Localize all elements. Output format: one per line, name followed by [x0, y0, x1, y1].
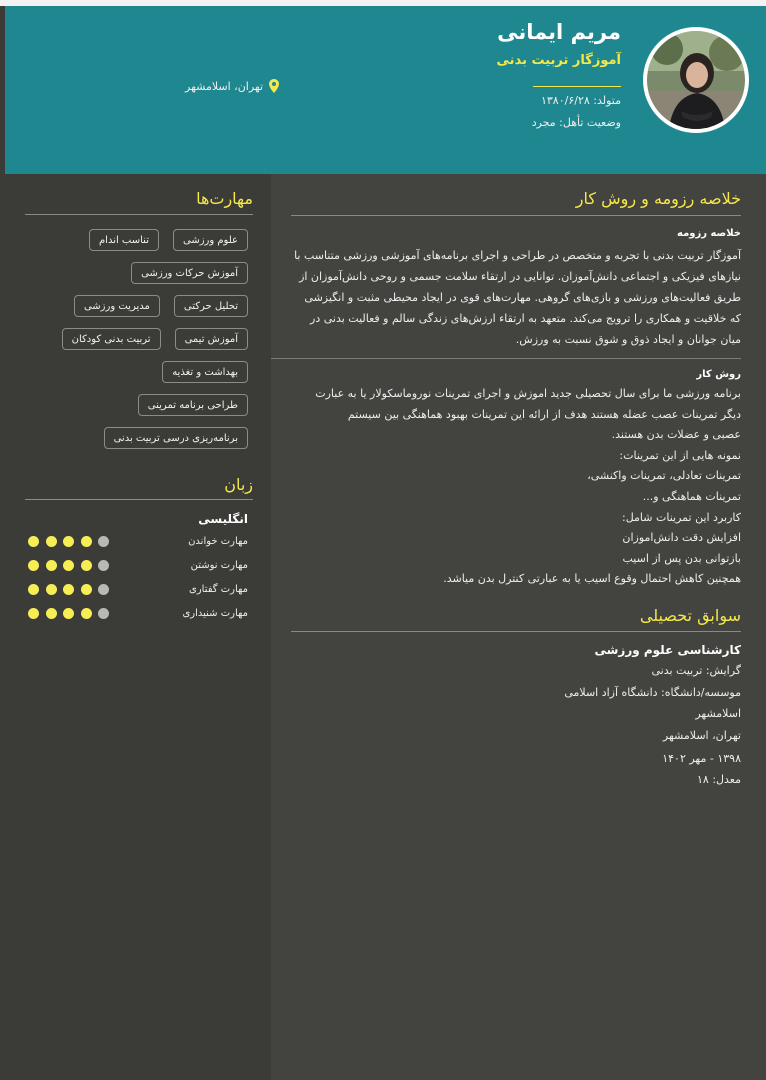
method-line: تمرینات هماهنگی و... — [642, 489, 741, 503]
skills-list — [48, 229, 248, 460]
rating-dot-filled — [28, 584, 39, 595]
skill-chip: برنامه‌ریزی درسی تربیت بدنی — [104, 427, 248, 449]
skill-chip: آموزش حرکات ورزشی — [131, 262, 248, 284]
language-skill-rating — [28, 536, 109, 547]
job-title: آموزگار تربیت بدنی — [496, 53, 621, 68]
education-gpa: معدل: ۱۸ — [697, 773, 741, 786]
method-line: همچنین کاهش احتمال وقوع اسیب یا به عبارتی کنترل بدن میاشد. — [443, 572, 741, 586]
rating-dot-filled — [63, 584, 74, 595]
education-section-rule — [291, 631, 741, 632]
rating-dot-empty — [98, 560, 109, 571]
method-lines — [293, 384, 741, 590]
profile-photo-avatar — [647, 31, 745, 129]
method-line: عصبی و عضلات بدن هستند. — [611, 428, 741, 442]
skill-row — [104, 427, 248, 449]
language-skill-rating — [28, 608, 109, 619]
method-line: تمرینات تعادلی، تمرینات واکنشی، — [587, 469, 741, 483]
main-column — [271, 174, 766, 1080]
skills-section-rule — [25, 214, 253, 215]
education-section-title: سوابق تحصیلی — [639, 606, 741, 625]
education-degree: کارشناسی علوم ورزشی — [594, 643, 741, 657]
rating-dot-filled — [28, 608, 39, 619]
language-skill-row — [28, 533, 248, 549]
skill-row — [138, 394, 248, 416]
language-skill-rating — [28, 584, 109, 595]
education-city: تهران، اسلامشهر — [662, 729, 741, 742]
summary-heading: خلاصه رزومه — [677, 228, 741, 239]
method-line: بازتوانی بدن پس از اسیب — [622, 551, 741, 565]
language-section-title: زبان — [224, 475, 253, 494]
location — [185, 79, 279, 93]
education-institute: موسسه/دانشگاه: دانشگاه آزاد اسلامی — [564, 686, 741, 699]
rating-dot-filled — [46, 560, 57, 571]
rating-dot-filled — [81, 536, 92, 547]
method-line: کاربرد این تمرینات شامل: — [622, 510, 741, 524]
education-field: گرایش: تربیت بدنی — [651, 664, 741, 677]
sidebar-column — [5, 174, 271, 1080]
skill-row — [62, 328, 248, 350]
rating-dot-filled — [46, 608, 57, 619]
skills-section-title: مهارت‌ها — [196, 189, 253, 208]
header-divider — [533, 86, 621, 87]
rating-dot-filled — [63, 536, 74, 547]
location-pin-icon — [269, 79, 279, 93]
rating-dot-filled — [46, 536, 57, 547]
method-line: دیگر تمرینات عصب عضله هستند هدف از ارائه این تمرینات بهبود هماهنگی بین سیستم — [347, 407, 741, 421]
method-heading: روش کار — [696, 369, 741, 380]
language-skill-row — [28, 605, 248, 621]
language-skill-label: مهارت نوشتن — [190, 559, 248, 571]
birth-date: متولد: ۱۳۸۰/۶/۲۸ — [540, 94, 621, 107]
skill-chip: طراحی برنامه تمرینی — [138, 394, 248, 416]
skill-chip: آموزش تیمی — [175, 328, 248, 350]
language-skill-label: مهارت شنیداری — [182, 607, 248, 619]
rating-dot-filled — [63, 560, 74, 571]
language-skill-row — [28, 557, 248, 573]
method-line: نمونه هایی از این تمرینات: — [619, 448, 741, 462]
language-skill-label: مهارت گفتاری — [189, 583, 248, 595]
skill-row — [89, 229, 248, 251]
summary-text: آموزگار تربیت بدنی با تجربه و متخصص در طراحی و اجرای برنامه‌های آموزشی ورزشی متناسب با نیازهای فیزیکی و اجتماعی دانش‌آموزان. توانایی در ارتقاء سلامت جسمی و روحی دانش‌آموزان از طریق فعالیت‌های ورزشی و بازی‌های گروهی. مهارت‌های قوی در ایجاد محیطی مثبت و انگیزشی که خلاقیت و همکاری را ترویج می‌کند. متعهد به ارتقاء ارزش‌های زندگی سالم و فعالیت بدنی در میان جوانان و ایجاد ذوق و شوق نسبت به ورزش. — [294, 249, 741, 346]
language-skill-row — [28, 581, 248, 597]
education-dates: ۱۳۹۸ - مهر ۱۴۰۲ — [662, 752, 741, 765]
language-name: انگلیسی — [198, 512, 248, 526]
skill-row — [131, 262, 248, 284]
method-line: افزایش دقت دانش‌اموزان — [622, 531, 741, 545]
location-text: تهران، اسلامشهر — [185, 79, 264, 93]
rating-dot-filled — [81, 608, 92, 619]
marital-status: وضعیت تأهل: مجرد — [531, 116, 621, 129]
skill-row — [74, 295, 248, 317]
skill-chip: تناسب اندام — [89, 229, 159, 251]
skill-chip: تحلیل حرکتی — [174, 295, 248, 317]
rating-dot-filled — [63, 608, 74, 619]
skill-row — [162, 361, 248, 383]
rating-dot-filled — [28, 560, 39, 571]
rating-dot-filled — [81, 584, 92, 595]
rating-dot-empty — [98, 608, 109, 619]
language-skill-rating — [28, 560, 109, 571]
rating-dot-empty — [98, 536, 109, 547]
education-campus: اسلامشهر — [695, 707, 741, 720]
language-section-rule — [25, 499, 253, 500]
profile-photo — [643, 27, 749, 133]
rating-dot-filled — [28, 536, 39, 547]
summary-section-title: خلاصه رزومه و روش کار — [575, 189, 741, 208]
resume-header — [5, 6, 766, 174]
rating-dot-empty — [98, 584, 109, 595]
summary-divider — [271, 358, 741, 359]
rating-dot-filled — [81, 560, 92, 571]
skill-chip: تربیت بدنی کودکان — [62, 328, 161, 350]
rating-dot-filled — [46, 584, 57, 595]
skill-chip: مدیریت ورزشی — [74, 295, 160, 317]
person-name: مریم ایمانی — [497, 20, 621, 44]
summary-section-rule — [291, 215, 741, 216]
skill-chip: بهداشت و تغذیه — [162, 361, 248, 383]
method-line: برنامه ورزشی ما برای سال تحصیلی جدید اموزش و اجرای تمرینات نوروماسکولار یا به عبارت — [315, 387, 741, 400]
skill-chip: علوم ورزشی — [173, 229, 248, 251]
language-skill-label: مهارت خواندن — [188, 535, 248, 547]
